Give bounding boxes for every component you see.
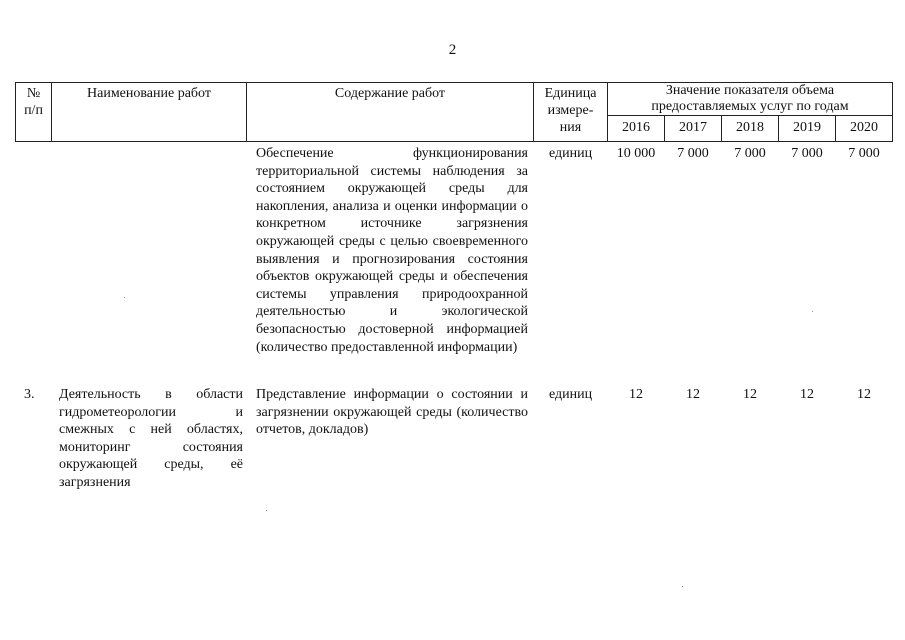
- row-value: 12: [800, 387, 814, 402]
- row-name: Деятельность в области гидрометеорологии и смежных с ней областях, мониторинг состояния окружающей среды, её загрязнения: [59, 387, 243, 490]
- header-year: 2017: [679, 120, 707, 135]
- header-values-group: Значение показателя объема предоставляемых услуг по годам: [651, 83, 849, 114]
- row-value: 12: [857, 387, 871, 402]
- years-divider: [607, 115, 893, 116]
- row-value: 12: [743, 387, 757, 402]
- row-value: 10 000: [616, 146, 656, 161]
- row-unit: единиц: [548, 146, 593, 161]
- row-value: 7 000: [734, 146, 766, 161]
- row-value: 7 000: [677, 146, 709, 161]
- row-value: 12: [686, 387, 700, 402]
- row-num: 3.: [24, 387, 35, 402]
- header-year: 2016: [622, 120, 650, 135]
- page-number: 2: [448, 42, 457, 58]
- row-value: 7 000: [848, 146, 880, 161]
- header-bottom-border: [15, 141, 893, 142]
- scan-speck: [124, 297, 125, 298]
- row-unit: единиц: [548, 387, 593, 402]
- row-value: 12: [629, 387, 643, 402]
- row-content: Обеспечение функционирования территориальной системы наблюдения за состоянием окружающей среды для накопления, анализа и оценки информации о конкретном источнике загрязнения окружающей среды с целью своевременного выявления и прогнозирования состояния объектов окружающей среды и обеспечения системы управления природоохранной деятельностью и экологической безопасностью достоверной информацией (количество предоставленной информации): [256, 146, 528, 355]
- scan-speck: [812, 311, 813, 312]
- row-value: 7 000: [791, 146, 823, 161]
- header-content: Содержание работ: [334, 86, 446, 101]
- header-year: 2018: [736, 120, 764, 135]
- header-num: № п/п: [24, 86, 43, 118]
- scan-speck: [682, 586, 683, 587]
- col-divider: [892, 82, 893, 142]
- header-name: Наименование работ: [87, 86, 211, 101]
- header-year: 2020: [850, 120, 878, 135]
- row-content: Представление информации о состоянии и загрязнении окружающей среды (количество отчетов, докладов): [256, 387, 528, 438]
- scan-speck: [266, 510, 267, 511]
- header-year: 2019: [793, 120, 821, 135]
- header-unit: Единица измере- ния: [544, 86, 597, 135]
